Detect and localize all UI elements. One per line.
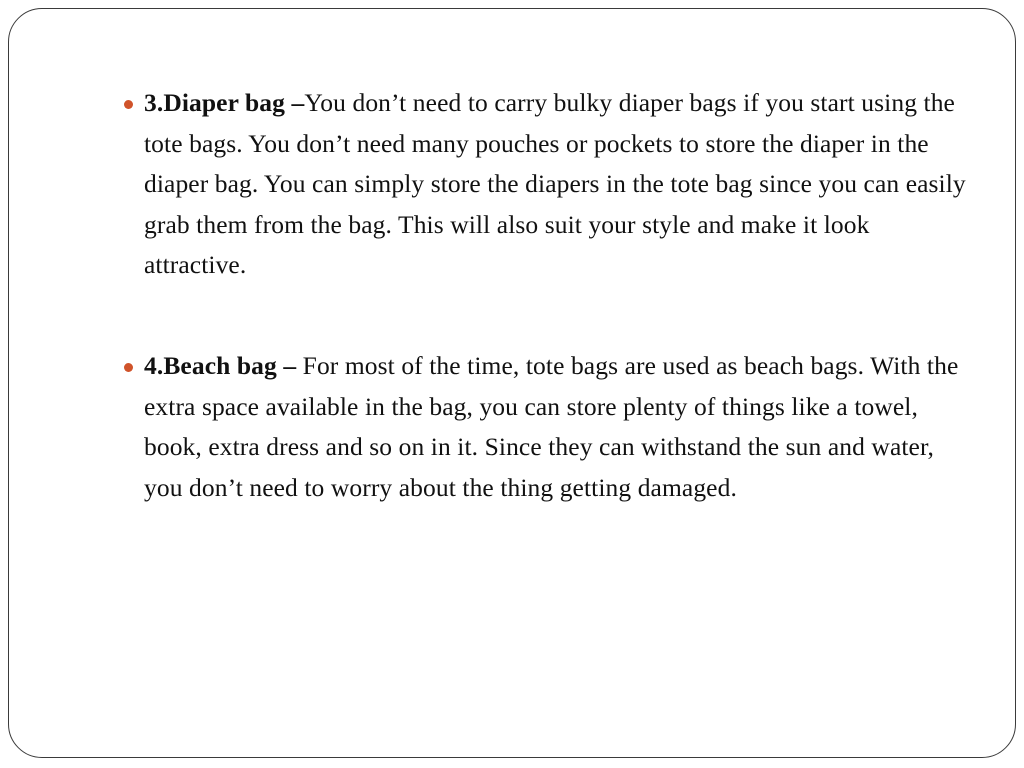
bullet-text: You don’t need to carry bulky diaper bags if you start using the tote bags. You don’t need many pouches or pockets to store the diaper in the diaper bag. You can simply store the diapers in the tote bag since you can easily grab them from the bag. This will also suit your style and make it look attractive. xyxy=(144,88,966,280)
bullet-text: For most of the time, tote bags are used as beach bags. With the extra space available in the bag, you can store plenty of things like a towel, book, extra dress and so on in it. Since they can withstand the sun and water, you don’t need to worry about the thing getting damaged. xyxy=(144,351,959,502)
bullet-item-diaper-bag xyxy=(144,83,969,286)
bullet-title: 3.Diaper bag – xyxy=(144,88,305,117)
bullet-dot-icon xyxy=(124,363,133,372)
bullet-dot-icon xyxy=(124,100,133,109)
bullet-item-beach-bag xyxy=(144,346,969,508)
bullet-title: 4.Beach bag – xyxy=(144,351,297,380)
slide-frame xyxy=(8,8,1016,758)
